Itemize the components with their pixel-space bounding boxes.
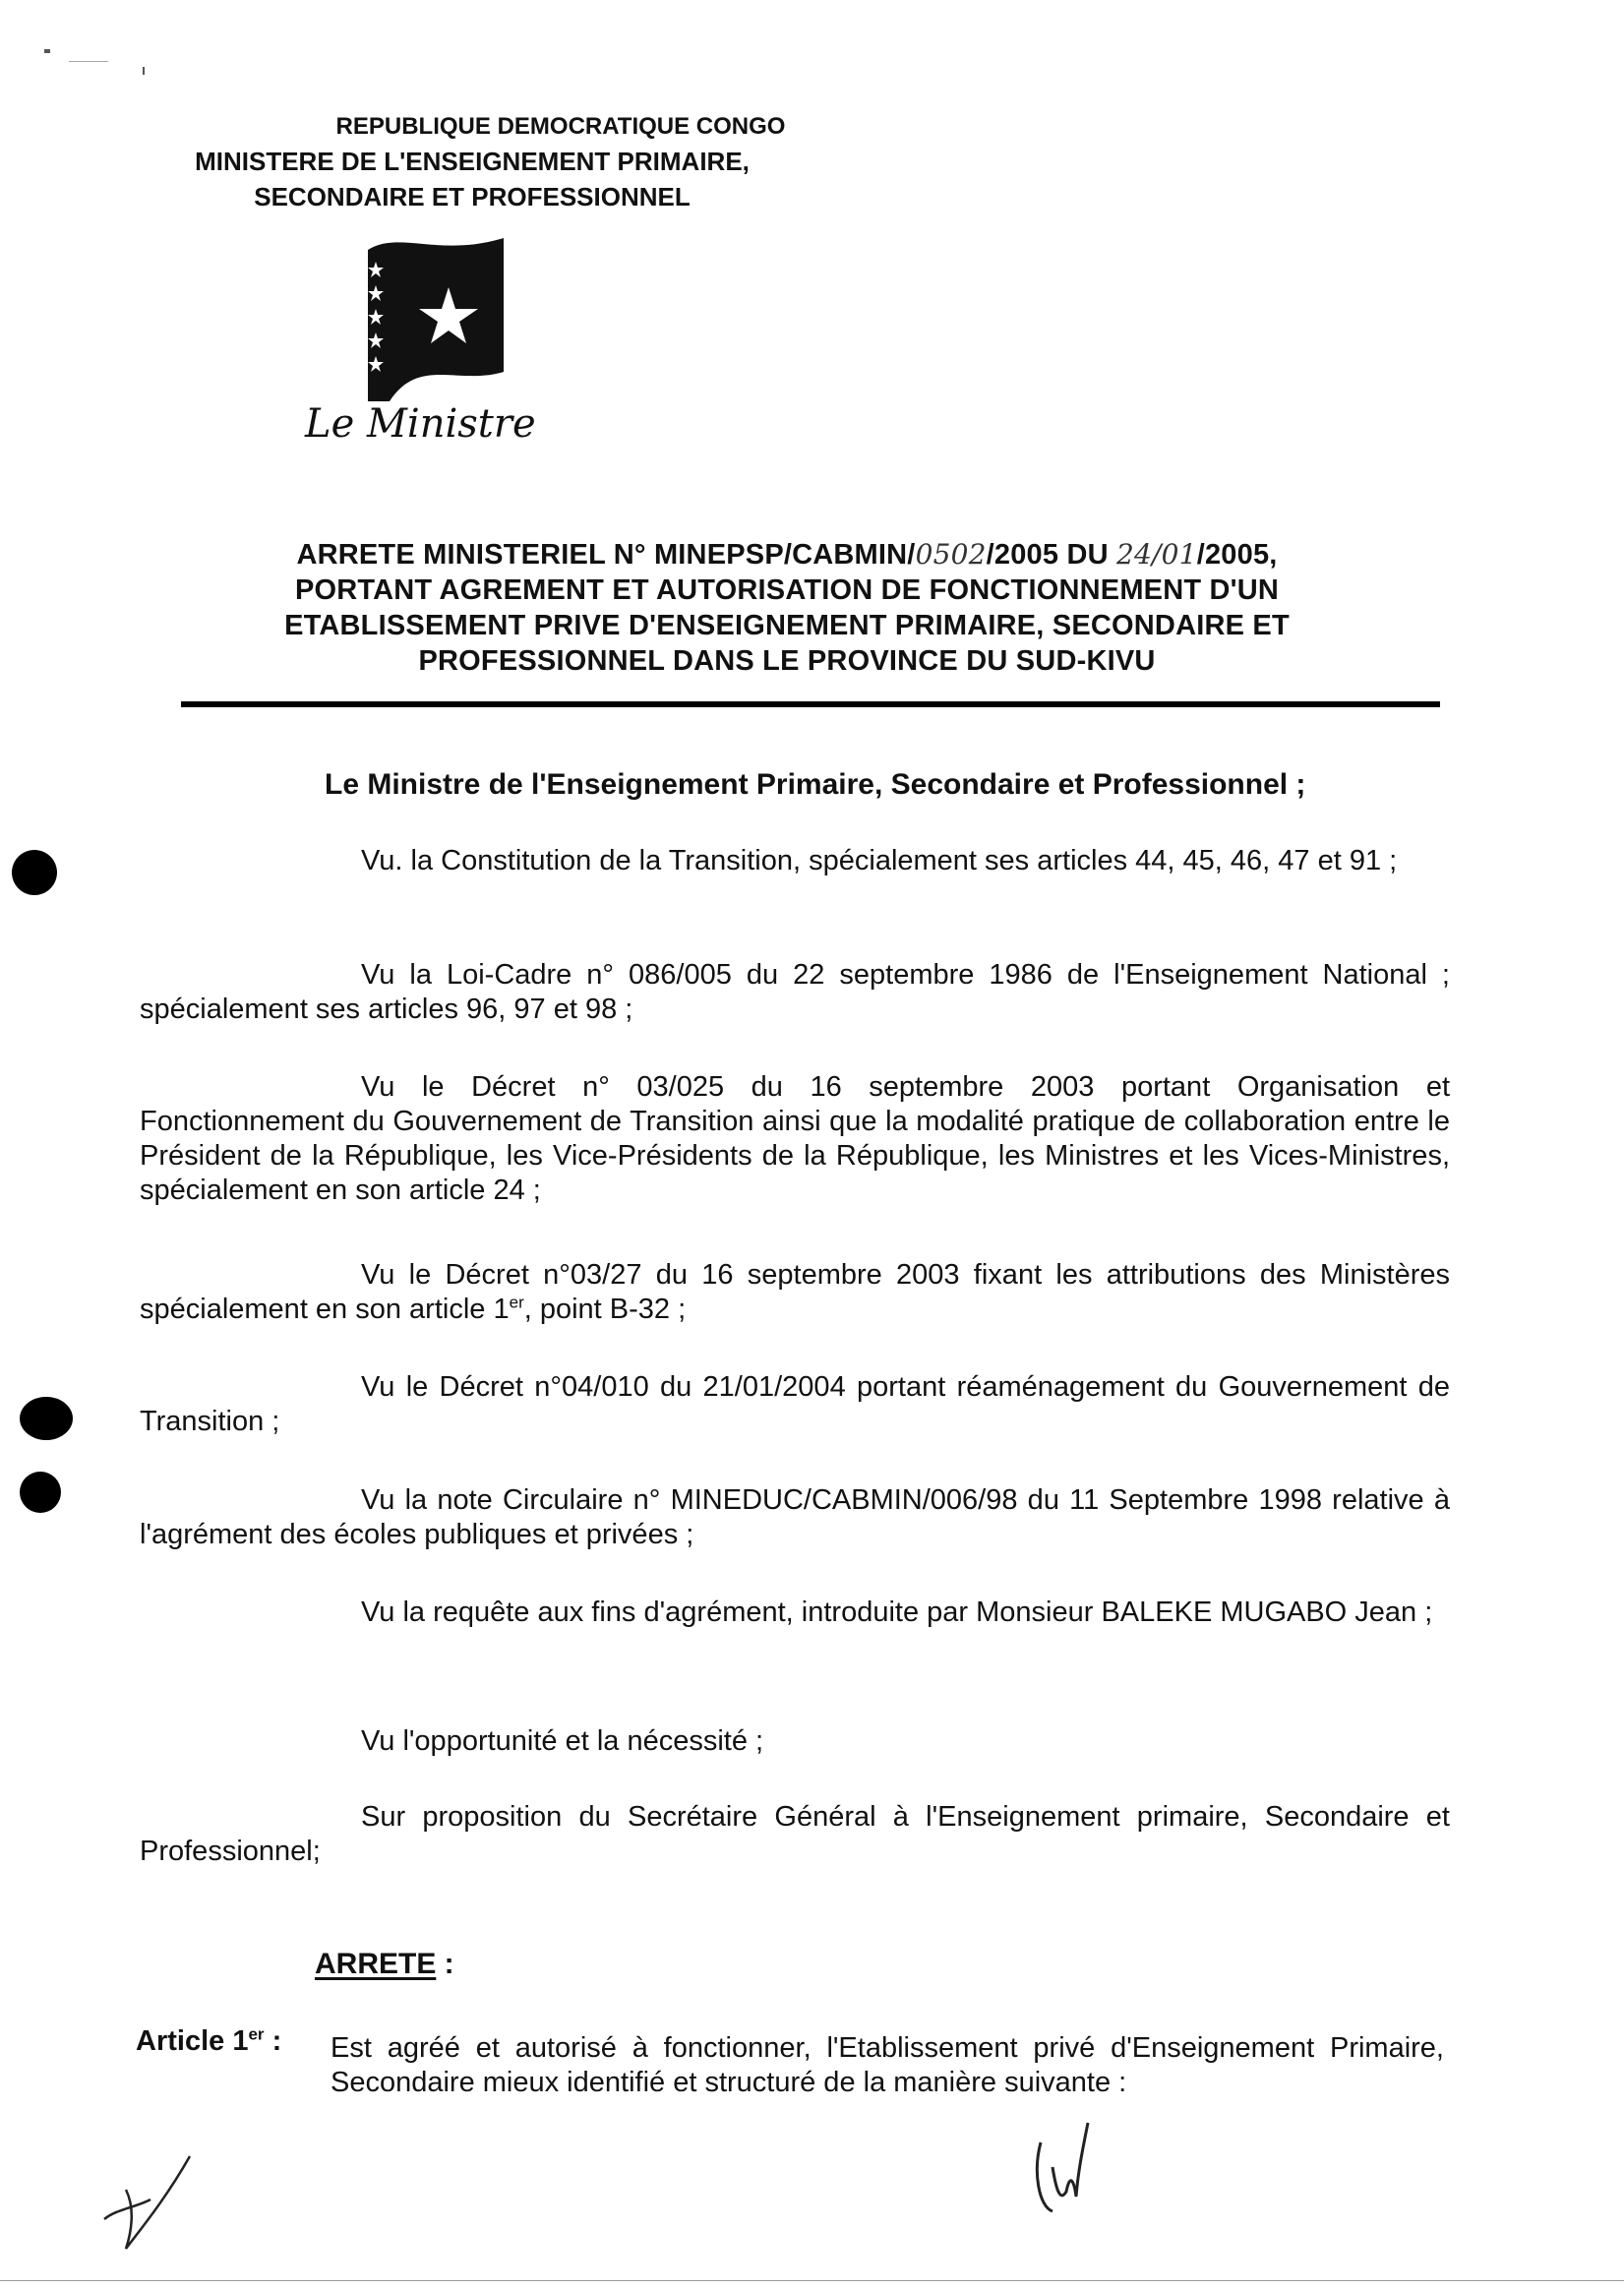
punch-hole [12,850,57,895]
punch-hole [20,1397,73,1440]
decree-title-line3: ETABLISSEMENT PRIVE D'ENSEIGNEMENT PRIMAIRE, SECONDAIRE ET [284,610,1290,641]
title-underline [181,701,1440,707]
intro-line: Le Ministre de l'Enseignement Primaire, Secondaire et Professionnel ; [325,768,1306,801]
paragraph-text: Vu. la Constitution de la Transition, spécialement ses articles 44, 45, 46, 47 et 91 ; [361,845,1398,876]
scan-mark [143,67,145,75]
paragraph-decret-04-010 [140,1370,1450,1439]
paragraph-text: Vu la note Circulaire n° MINEDUC/CABMIN/006/98 du 11 Septembre 1998 relative à l'agrément des écoles publiques et privées ; [140,1484,1450,1550]
decree-title-prefix: ARRETE MINISTERIEL N° MINEPSP/CABMIN/ [296,539,916,571]
paragraph-text: Vu le Décret n°03/27 du 16 septembre 2003 fixant les attributions des Ministères spécialement en son article 1 [140,1259,1450,1325]
decree-title-line1 [148,537,1426,572]
decree-title-line4: PROFESSIONNEL DANS LE PROVINCE DU SUD-KIVU [418,645,1156,677]
paragraph-loi-cadre [140,958,1450,1027]
flag-emblem [360,228,510,403]
paragraph-constitution [140,844,1450,878]
initial-mark-right [1031,2113,1110,2231]
header-ministry-line2: SECONDAIRE ET PROFESSIONNEL [254,182,691,211]
paragraph-text-tail: , point B-32 ; [523,1294,687,1325]
paragraph-opportunite [140,1724,1450,1759]
scan-mark [44,49,50,53]
paragraph-text: Sur proposition du Secrétaire Général à l'Enseignement primaire, Secondaire et Professionnel; [140,1801,1450,1867]
paragraph-note-circulaire [140,1483,1450,1552]
header-ministry-line1: MINISTERE DE L'ENSEIGNEMENT PRIMAIRE, [195,147,750,176]
arrete-heading [315,1948,454,1981]
header-republic: REPUBLIQUE DEMOCRATIQUE CONGO [335,113,786,140]
article-label-colon: : [264,2025,282,2057]
arrete-label: ARRETE [315,1948,437,1980]
paragraph-text: Vu le Décret n°04/010 du 21/01/2004 portant réaménagement du Gouvernement de Transition ; [140,1371,1450,1437]
decree-number-handwritten: 0502 [915,538,987,571]
scan-mark [69,61,108,62]
paragraph-text: Vu le Décret n° 03/025 du 16 septembre 2003 portant Organisation et Fonctionnement du Gouvernement de Transition ainsi que la modalité pratique de collaboration entre le Président de la République, les Vice-Présidents de la République, les Ministres et les Vices-Ministres, spécialement en son article 24 ; [140,1071,1450,1206]
paragraph-text: Vu l'opportunité et la nécessité ; [361,1725,764,1757]
signature-title: Le Ministre [305,401,536,447]
article-1-label [136,2024,281,2059]
initial-mark-left [96,2150,195,2259]
arrete-colon: : [436,1948,454,1980]
paragraph-decret-03-27 [140,1258,1450,1327]
scan-edge-line [0,2280,1624,2281]
article-1-text: Est agréé et autorisé à fonctionner, l'Etablissement privé d'Enseignement Primaire, Secondaire mieux identifié et structuré de la manière suivante : [331,2032,1444,2098]
paragraph-text: Vu la requête aux fins d'agrément, introduite par Monsieur BALEKE MUGABO Jean ; [361,1597,1433,1628]
paragraph-proposition [140,1800,1450,1869]
paragraph-text: Vu la Loi-Cadre n° 086/005 du 22 septembre 1986 de l'Enseignement National ; spécialement ses articles 96, 97 et 98 ; [140,959,1450,1025]
decree-title [148,537,1426,679]
decree-date-handwritten: 24/01 [1116,538,1197,571]
decree-title-middle: /2005 DU [986,539,1117,571]
article-label-text: Article 1 [136,2025,249,2057]
superscript: er [248,2024,265,2044]
superscript: er [509,1293,524,1312]
punch-hole [20,1472,61,1513]
decree-title-suffix: /2005, [1196,539,1278,571]
paragraph-requete [140,1596,1450,1630]
decree-title-line2: PORTANT AGREMENT ET AUTORISATION DE FONCTIONNEMENT D'UN [294,574,1280,606]
paragraph-decret-03-025 [140,1070,1450,1208]
